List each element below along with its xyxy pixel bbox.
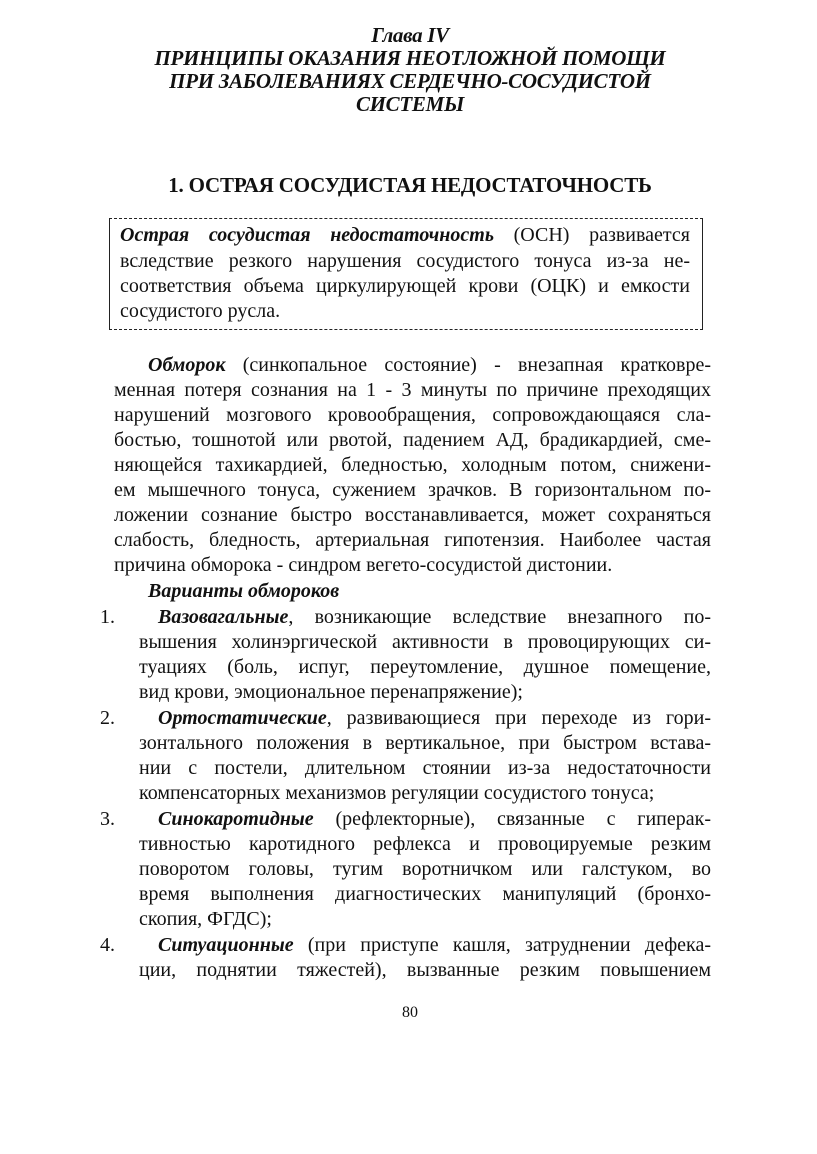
list-item-1-line-1-rest: , возникающие вследствие внезапного по- bbox=[288, 606, 711, 628]
syncope-line-9: причина обморока - синдром вегето-сосудистой дистонии. bbox=[114, 554, 613, 576]
definition-line-1-rest: (ОСН) развивается bbox=[493, 224, 690, 246]
list-item-number: 1. bbox=[100, 606, 115, 628]
list-item-3-line-2: тивностью каротидного рефлекса и провоцируемые резким bbox=[139, 833, 711, 855]
definition-line-2: вследствие резкого нарушения сосудистого тонуса из-за не- bbox=[120, 250, 690, 272]
list-item-1-line-3: туациях (боль, испуг, переутомление, душное помещение, bbox=[139, 656, 711, 678]
list-item-4-term: Ситуационные bbox=[158, 934, 294, 956]
section-title: 1. ОСТРАЯ СОСУДИСТАЯ НЕДОСТАТОЧНОСТЬ bbox=[168, 173, 652, 197]
list-item-1-term: Вазовагальные bbox=[158, 606, 289, 628]
definition-box bbox=[109, 218, 703, 330]
definition-line-4: сосудистого русла. bbox=[120, 300, 281, 322]
list-item-1-line-2: вышения холинэргической активности в провоцирующих си- bbox=[139, 631, 711, 653]
chapter-title-line-1: ПРИНЦИПЫ ОКАЗАНИЯ НЕОТЛОЖНОЙ ПОМОЩИ bbox=[154, 46, 666, 70]
list-item-4-line-1-rest: (при приступе кашля, затруднении дефека- bbox=[293, 934, 711, 956]
list-item-2-term: Ортостатические bbox=[158, 707, 327, 729]
list-item-3-term: Синокаротидные bbox=[158, 808, 314, 830]
syncope-line-7: ложении сознание быстро восстанавливается, может сохраняться bbox=[114, 504, 711, 526]
list-item-1-line-4: вид крови, эмоциональное перенапряжение); bbox=[139, 681, 523, 703]
definition-line-3: соответствия объема циркулирующей крови (ОЦК) и емкости bbox=[120, 275, 690, 297]
chapter-label: Глава IV bbox=[371, 23, 449, 47]
list-item-number: 4. bbox=[100, 934, 115, 956]
list-item-1-line-1 bbox=[158, 605, 711, 630]
page-number: 80 bbox=[402, 1004, 418, 1021]
definition-term: Острая сосудистая недостаточность bbox=[120, 224, 494, 246]
syncope-line-1-rest: (синкопальное состояние) - внезапная кратковре- bbox=[225, 354, 711, 376]
syncope-line-8: слабость, бледность, артериальная гипотензия. Наиболее частая bbox=[114, 529, 711, 551]
list-item-2-line-1-rest: , развивающиеся при переходе из гори- bbox=[326, 707, 711, 729]
syncope-line-5: няющейся тахикардией, бледностью, холодным потом, снижени- bbox=[114, 454, 711, 476]
list-item-3-line-4: время выполнения диагностических манипуляций (бронхо- bbox=[139, 883, 711, 905]
syncope-term: Обморок bbox=[148, 354, 226, 376]
list-item-4-line-1 bbox=[158, 933, 711, 958]
variants-heading: Варианты обмороков bbox=[148, 580, 340, 602]
list-item-2-line-2: зонтального положения в вертикальное, при быстром встава- bbox=[139, 732, 711, 754]
syncope-line-1 bbox=[148, 353, 711, 378]
syncope-line-6: ем мышечного тонуса, сужением зрачков. В горизонтальном по- bbox=[114, 479, 711, 501]
list-item-2-line-3: нии с постели, длительном стоянии из-за недостаточности bbox=[139, 757, 711, 779]
syncope-line-4: бостью, тошнотой или рвотой, падением АД, брадикардией, сме- bbox=[114, 429, 711, 451]
list-item-number: 3. bbox=[100, 808, 115, 830]
list-item-2-line-4: компенсаторных механизмов регуляции сосудистого тонуса; bbox=[139, 782, 655, 804]
list-item-3-line-1 bbox=[158, 807, 711, 832]
list-item-2-line-1 bbox=[158, 706, 711, 731]
chapter-title-line-3: СИСТЕМЫ bbox=[355, 92, 465, 116]
list-item-4-line-2: ции, поднятии тяжестей), вызванные резким повышением bbox=[139, 959, 711, 981]
list-item-number: 2. bbox=[100, 707, 115, 729]
syncope-line-2: менная потеря сознания на 1 - 3 минуты по причине преходящих bbox=[114, 379, 711, 401]
list-item-3-line-5: скопия, ФГДС); bbox=[139, 908, 272, 930]
chapter-heading bbox=[110, 24, 710, 116]
chapter-title-line-2: ПРИ ЗАБОЛЕВАНИЯХ СЕРДЕЧНО-СОСУДИСТОЙ bbox=[169, 69, 651, 93]
definition-line-1 bbox=[120, 223, 690, 248]
syncope-line-3: нарушений мозгового кровообращения, сопровождающаяся сла- bbox=[114, 404, 711, 426]
list-item-3-line-3: поворотом головы, тугим воротничком или галстуком, во bbox=[139, 858, 711, 880]
list-item-3-line-1-rest: (рефлекторные), связанные с гиперак- bbox=[313, 808, 711, 830]
